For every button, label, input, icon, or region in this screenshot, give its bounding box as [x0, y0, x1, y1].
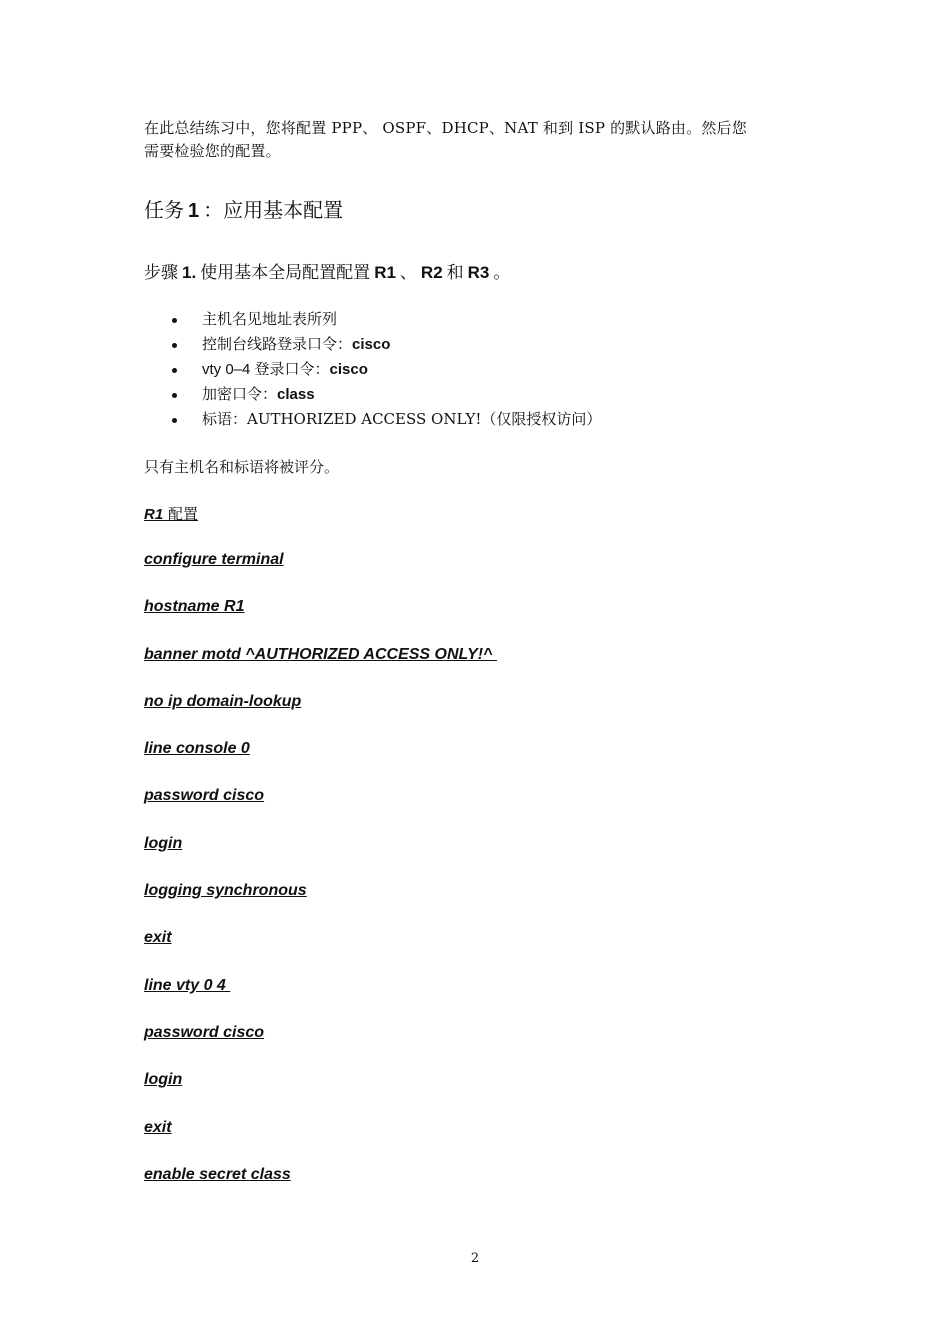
- config-command: exit: [144, 929, 172, 947]
- config-command: exit: [144, 1118, 172, 1136]
- config-command-list: [144, 550, 497, 1212]
- config-command: login: [144, 1071, 183, 1089]
- list-item-value: cisco: [329, 361, 368, 378]
- config-command: hostname R1: [144, 598, 245, 616]
- task-heading: [144, 194, 343, 223]
- step-text: 使用基本全局配置配置: [200, 263, 371, 283]
- list-item-value: cisco: [352, 336, 391, 353]
- list-item-text: 主机名见地址表所列: [202, 310, 338, 328]
- list-item-text: 标语：AUTHORIZED ACCESS ONLY!（仅限授权访问）: [202, 410, 602, 428]
- intro-line-2: 需要检验您的配置。: [144, 142, 281, 160]
- bullet-icon: [172, 393, 177, 398]
- config-command: login: [144, 834, 183, 852]
- step-router-r3: R3: [467, 263, 490, 282]
- step-and: 和: [446, 263, 464, 283]
- task-prefix: 任务: [144, 198, 184, 222]
- config-command: enable secret class: [144, 1165, 291, 1183]
- step-number: 1.: [182, 263, 197, 282]
- bullet-icon: [172, 343, 177, 348]
- config-router-name: R1: [144, 506, 164, 523]
- step-router-r2: R2: [420, 263, 443, 282]
- step-prefix: 步骤: [144, 263, 178, 283]
- config-heading: [144, 503, 198, 524]
- bullet-icon: [172, 368, 177, 373]
- task-number: 1: [188, 200, 200, 222]
- config-command: password cisco: [144, 787, 265, 805]
- list-item: [172, 334, 601, 359]
- requirements-list: [172, 309, 601, 434]
- intro-paragraph: [144, 117, 812, 163]
- config-command: line vty 0 4: [144, 976, 231, 994]
- list-item-text: vty 0–4 登录口令：: [202, 361, 330, 378]
- config-command: configure terminal: [144, 551, 284, 568]
- list-item-text: 加密口令：: [202, 385, 278, 403]
- page-number: 2: [470, 1251, 480, 1266]
- config-command: line console 0: [144, 740, 250, 758]
- list-item: [172, 384, 601, 409]
- config-command: password cisco: [144, 1023, 265, 1041]
- list-item: [172, 359, 601, 384]
- grading-note: 只有主机名和标语将被评分。: [144, 458, 340, 476]
- list-item: [172, 309, 601, 334]
- list-item-text: 控制台线路登录口令：: [202, 335, 353, 353]
- step-heading: [144, 258, 510, 283]
- task-suffix: ：应用基本配置: [203, 198, 344, 222]
- bullet-icon: [172, 318, 177, 323]
- step-separator: 、: [399, 263, 417, 283]
- config-heading-suffix: 配置: [163, 505, 198, 523]
- step-end: 。: [493, 263, 511, 283]
- config-command: banner motd ^AUTHORIZED ACCESS ONLY!^: [144, 645, 497, 663]
- list-item-value: class: [277, 386, 315, 403]
- step-router-r1: R1: [374, 263, 396, 282]
- config-command: logging synchronous: [144, 882, 307, 900]
- bullet-icon: [172, 418, 177, 423]
- config-command: no ip domain-lookup: [144, 692, 302, 710]
- intro-line-1: 在此总结练习中，您将配置 PPP、 OSPF、DHCP、NAT 和到 ISP 的默认路由。然后您: [144, 119, 747, 137]
- list-item: [172, 409, 601, 434]
